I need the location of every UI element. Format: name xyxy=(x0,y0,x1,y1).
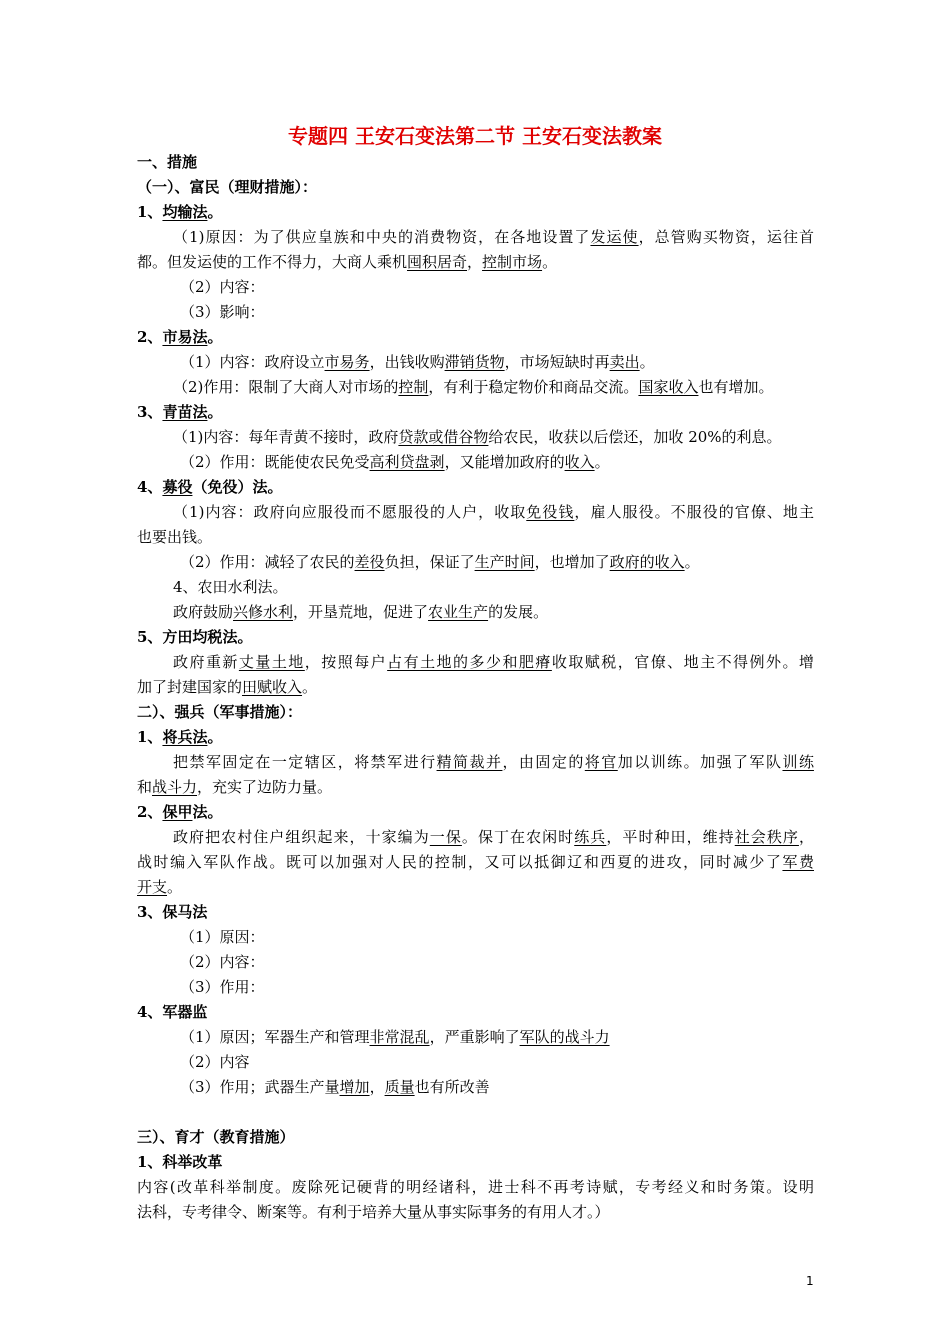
paragraph-line: （3）影响： xyxy=(180,303,265,321)
paragraph-line: （1）原因： xyxy=(180,928,265,946)
paragraph-line: （2)作用：限制了大商人对市场的控制，有利于稳定物价和商品交流。国家收入也有增加。 xyxy=(173,378,774,396)
item-heading-keju: 1、科举改革 xyxy=(137,1153,223,1171)
page-number: 1 xyxy=(806,1274,814,1288)
paragraph-line: （2）作用：减轻了农民的差役负担，保证了生产时间，也增加了政府的收入。 xyxy=(180,553,700,571)
section-heading-measures: 一、措施 xyxy=(137,153,198,171)
paragraph-line: （1)内容：政府向应服役而不愿服役的人户，收取免役钱，雇人服役。不服役的官僚、地主 xyxy=(173,503,814,521)
subsection-heading-fumin: （一）、富民（理财措施）： xyxy=(137,178,318,196)
paragraph-line: （1)内容：每年青黄不接时，政府贷款或借谷物给农民，收获以后偿还，加收 20%的利息。 xyxy=(173,428,782,446)
paragraph-line: （2）内容： xyxy=(180,278,265,296)
paragraph-line: 政府重新丈量土地，按照每户占有土地的多少和肥瘠收取赋税，官僚、地主不得例外。增 xyxy=(173,653,814,671)
paragraph-line: 内容(改革科举制度。废除死记硬背的明经诸科，进士科不再考诗赋，专考经义和时务策。设明 xyxy=(137,1178,814,1196)
paragraph-line: （1）原因；军器生产和管理非常混乱，严重影响了军队的战斗力 xyxy=(180,1028,610,1046)
paragraph-line: （1)原因：为了供应皇族和中央的消费物资，在各地设置了发运使，总管购买物资，运往首 xyxy=(173,228,814,246)
paragraph-line: （1）内容：政府设立市易务，出钱收购滞销货物，市场短缺时再卖出。 xyxy=(180,353,655,371)
item-heading-fangtian: 5、方田均税法。 xyxy=(137,628,253,646)
item-heading-baojia: 2、保甲法。 xyxy=(137,803,223,821)
paragraph-line: 和战斗力，充实了边防力量。 xyxy=(137,778,333,796)
paragraph-line: 把禁军固定在一定辖区，将禁军进行精简裁并，由固定的将官加以训练。加强了军队训练 xyxy=(173,753,814,771)
paragraph-line: 也要出钱。 xyxy=(137,528,213,546)
subsection-heading-yucai: 三）、育才（教育措施） xyxy=(137,1128,295,1146)
item-heading-jiangbing: 1、将兵法。 xyxy=(137,728,223,746)
paragraph-line: 开支。 xyxy=(137,878,183,896)
item-heading-qingmiao: 3、青苗法。 xyxy=(137,403,223,421)
paragraph-line: 政府把农村住户组织起来，十家编为一保。保丁在农闲时练兵，平时种田，维持社会秩序， xyxy=(173,828,814,846)
item-heading-nongtian: 4、农田水利法。 xyxy=(173,578,288,596)
paragraph-line: （2）内容 xyxy=(180,1053,250,1071)
paragraph-line: 法科，专考律令、断案等。有利于培养大量从事实际事务的有用人才。） xyxy=(137,1203,610,1221)
paragraph-line: （3）作用： xyxy=(180,978,265,996)
item-heading-shiyi: 2、市易法。 xyxy=(137,328,223,346)
item-heading-junqijian: 4、军器监 xyxy=(137,1003,208,1021)
item-heading-junshu: 1、均输法。 xyxy=(137,203,223,221)
paragraph-line: 加了封建国家的田赋收入。 xyxy=(137,678,318,696)
subsection-heading-qiangbing: 二）、强兵（军事措施）： xyxy=(137,703,303,721)
page-title: 专题四 王安石变法第二节 王安石变法教案 xyxy=(288,124,662,148)
item-heading-baoma: 3、保马法 xyxy=(137,903,208,921)
paragraph-line: （2）作用：既能使农民免受高利贷盘剥，又能增加政府的收入。 xyxy=(180,453,610,471)
paragraph-line: （3）作用；武器生产量增加，质量也有所改善 xyxy=(180,1078,490,1096)
item-heading-muyi: 4、募役（免役）法。 xyxy=(137,478,283,496)
paragraph-line: 战时编入军队作战。既可以加强对人民的控制，又可以抵御辽和西夏的进攻，同时减少了军费 xyxy=(137,853,814,871)
paragraph-line: 都。但发运使的工作不得力，大商人乘机囤积居奇，控制市场。 xyxy=(137,253,558,271)
paragraph-line: 政府鼓励兴修水利，开垦荒地，促进了农业生产的发展。 xyxy=(173,603,549,621)
paragraph-line: （2）内容： xyxy=(180,953,265,971)
